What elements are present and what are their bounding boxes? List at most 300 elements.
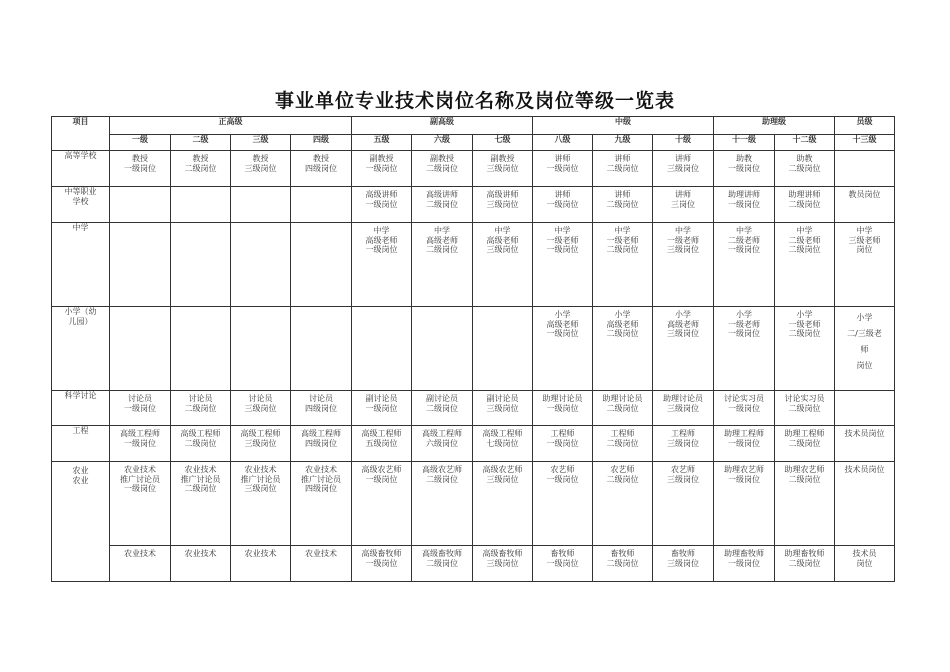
cell-text: 农艺师 xyxy=(550,465,575,474)
cell-text: 一级岗位 xyxy=(365,474,398,484)
table-cell xyxy=(352,462,412,546)
cell-text: 高级工程师 xyxy=(301,429,341,438)
cell-text: 农业技术 xyxy=(184,465,217,474)
cell-text: 三级岗位 xyxy=(667,403,699,413)
cell-text: 高级工程师 xyxy=(361,429,402,438)
cell-text: 一级岗位 xyxy=(728,474,760,484)
cell-text: 三级岗位 xyxy=(244,403,277,413)
level-header: 十一级 xyxy=(714,135,775,151)
cell-text: 高级老师 xyxy=(667,319,699,329)
cell-text: 六级岗位 xyxy=(426,438,458,448)
table-cell xyxy=(714,546,775,582)
table-cell xyxy=(291,307,352,391)
table-cell xyxy=(593,151,653,187)
cell-text: 讲师 xyxy=(614,154,631,163)
cell-text: 一级岗位 xyxy=(546,199,579,209)
table-cell xyxy=(473,546,533,582)
cell-text: 教授 xyxy=(313,154,329,163)
table-cell xyxy=(171,223,231,307)
cell-text: 高级老师 xyxy=(486,235,519,245)
table-cell xyxy=(110,462,171,546)
table-cell xyxy=(653,187,714,223)
cell-text: 二级岗位 xyxy=(606,163,639,173)
cell-text: 讨论员 xyxy=(248,394,273,403)
table-row xyxy=(52,187,895,223)
table-cell xyxy=(533,546,593,582)
group-header-assistant: 助理级 xyxy=(714,117,835,135)
cell-text: 高级讲师 xyxy=(426,190,458,199)
table-cell xyxy=(533,223,593,307)
table-cell xyxy=(775,546,835,582)
cell-text: 讨论员 xyxy=(309,394,333,403)
table-cell xyxy=(653,426,714,462)
cell-text: 讨论员 xyxy=(128,394,152,403)
table-cell xyxy=(533,462,593,546)
level-header: 十三级 xyxy=(835,135,895,151)
table-cell xyxy=(533,391,593,426)
cell-text: 中学 xyxy=(736,226,752,235)
table-cell xyxy=(171,187,231,223)
table-cell xyxy=(775,391,835,426)
cell-text: 助理畜牧师 xyxy=(724,549,764,558)
table-cell xyxy=(412,426,473,462)
table-cell xyxy=(412,151,473,187)
table-cell xyxy=(775,223,835,307)
cell-text: 一级岗位 xyxy=(546,163,579,173)
cell-text: 三级岗位 xyxy=(244,438,277,448)
cell-text: 五级岗位 xyxy=(365,438,398,448)
cell-text: 一级岗位 xyxy=(728,403,760,413)
cell-text: 高级工程师 xyxy=(482,429,523,438)
cell-text: 讨论实习员 xyxy=(784,394,825,403)
cell-text: 高级讲师 xyxy=(486,190,519,199)
table-cell xyxy=(171,391,231,426)
cell-text: 讲师 xyxy=(554,190,571,199)
table-cell xyxy=(593,426,653,462)
group-header-staff: 员级 xyxy=(835,117,895,135)
table-cell xyxy=(593,187,653,223)
cell-text: 中学 xyxy=(554,226,571,235)
cell-text: 一级岗位 xyxy=(546,245,579,255)
cell-text: 推广讨论员 xyxy=(240,474,281,484)
table-cell xyxy=(653,391,714,426)
table-cell xyxy=(533,307,593,391)
cell-text: 农艺师 xyxy=(671,465,695,474)
row-label-line: 中等职业 xyxy=(64,187,97,196)
table-cell xyxy=(110,307,171,391)
cell-text: 教授 xyxy=(132,154,148,163)
cell-text: 副讨论员 xyxy=(426,394,458,403)
table-row xyxy=(52,546,895,582)
cell-text: 高级畜牧师 xyxy=(422,549,462,558)
cell-text: 三级岗位 xyxy=(667,163,699,173)
cell-text: 二级岗位 xyxy=(184,163,217,173)
cell-text: 四级岗位 xyxy=(305,484,337,494)
cell-text: 三级岗位 xyxy=(486,245,519,255)
cell-text: 农业技术 xyxy=(124,465,156,474)
cell-text: 农业技术 xyxy=(244,465,277,474)
table-cell xyxy=(110,187,171,223)
cell-text: 畜牧师 xyxy=(671,549,695,558)
table-cell xyxy=(412,546,473,582)
cell-text: 四级岗位 xyxy=(305,438,337,448)
cell-text: 中学 xyxy=(614,226,631,235)
cell-text: 讲师 xyxy=(554,154,571,163)
cell-text: 农业技术 xyxy=(305,465,337,474)
table-cell xyxy=(171,307,231,391)
table-cell xyxy=(352,391,412,426)
table-cell xyxy=(714,187,775,223)
group-header-senior: 正高级 xyxy=(110,117,352,135)
cell-text: 助理讨论员 xyxy=(663,394,703,403)
cell-text: 高级老师 xyxy=(606,319,639,329)
table-cell xyxy=(412,391,473,426)
cell-text: 三级岗位 xyxy=(667,558,699,568)
cell-text: 高级农艺师 xyxy=(361,465,402,474)
table-cell xyxy=(291,426,352,462)
cell-text: 一级老师 xyxy=(546,235,579,245)
cell-text: 农业技术 xyxy=(305,549,337,558)
cell-text: 副讨论员 xyxy=(365,394,398,403)
cell-text: 讨论实习员 xyxy=(724,394,764,403)
cell-text: 高级农艺师 xyxy=(482,465,523,474)
level-header: 一级 xyxy=(110,135,171,151)
cell-text: 二级岗位 xyxy=(606,438,639,448)
cell-text: 二级岗位 xyxy=(426,199,458,209)
table-cell xyxy=(352,151,412,187)
cell-text: 一级岗位 xyxy=(365,199,398,209)
cell-text: 二级岗位 xyxy=(426,163,458,173)
cell-text: 二级岗位 xyxy=(606,199,639,209)
table-row xyxy=(52,462,895,546)
cell-text: 三级岗位 xyxy=(667,245,699,255)
cell-text: 助教 xyxy=(796,154,813,163)
table-cell xyxy=(231,391,291,426)
cell-text: 三级岗位 xyxy=(486,199,519,209)
cell-text: 助理讲师 xyxy=(728,190,760,199)
item-header: 项目 xyxy=(52,117,110,151)
cell-text: 一级老师 xyxy=(606,235,639,245)
cell-text: 一级岗位 xyxy=(124,438,156,448)
cell-text: 一级岗位 xyxy=(365,163,398,173)
table-cell xyxy=(473,426,533,462)
table-cell xyxy=(110,426,171,462)
table-cell xyxy=(775,426,835,462)
table-cell xyxy=(775,462,835,546)
cell-text: 推广讨论员 xyxy=(180,474,221,484)
cell-text: 助理工程师 xyxy=(724,429,764,438)
cell-text: 高级工程师 xyxy=(180,429,221,438)
table-cell xyxy=(171,426,231,462)
row-label-line: 儿园） xyxy=(68,316,93,326)
table-cell xyxy=(291,462,352,546)
table-cell xyxy=(653,223,714,307)
cell-text: 二级岗位 xyxy=(788,199,821,209)
cell-text: 三级岗位 xyxy=(667,329,699,339)
level-header: 四级 xyxy=(291,135,352,151)
row-label: 中学 xyxy=(52,223,110,307)
cell-text: 二级岗位 xyxy=(788,558,821,568)
table-cell xyxy=(473,462,533,546)
table-cell xyxy=(171,462,231,546)
table-cell xyxy=(231,151,291,187)
cell-text: 七级岗位 xyxy=(486,438,519,448)
cell-text: 小学 xyxy=(736,310,752,319)
cell-text: 高级畜牧师 xyxy=(482,549,523,558)
cell-text: 三级岗位 xyxy=(486,474,519,484)
cell-text: 三级岗位 xyxy=(486,163,519,173)
table-cell xyxy=(714,151,775,187)
cell-text: 一级岗位 xyxy=(546,329,579,339)
table-cell xyxy=(231,223,291,307)
cell-text: 技术员岗位 xyxy=(844,465,885,474)
cell-text: 一级岗位 xyxy=(546,474,579,484)
cell-text: 农艺师 xyxy=(610,465,635,474)
cell-text: 高级工程师 xyxy=(240,429,281,438)
table-cell xyxy=(110,223,171,307)
cell-text: 二级岗位 xyxy=(426,245,458,255)
cell-text: 高级畜牧师 xyxy=(361,549,402,558)
table-cell xyxy=(291,391,352,426)
cell-text: 二级岗位 xyxy=(606,245,639,255)
cell-text: 三级岗位 xyxy=(244,163,277,173)
cell-text: 二级岗位 xyxy=(788,329,821,339)
cell-text: 岗位 xyxy=(856,245,873,255)
cell-text: 中学 xyxy=(796,226,813,235)
cell-text: 小学 xyxy=(796,310,813,319)
cell-text: 畜牧师 xyxy=(610,549,635,558)
table-cell xyxy=(653,462,714,546)
table-row xyxy=(52,307,895,391)
row-label-line: 农业 xyxy=(72,466,89,475)
table-cell xyxy=(653,151,714,187)
cell-text: 教授 xyxy=(192,154,209,163)
header-level-row xyxy=(52,135,895,151)
cell-text: 一级岗位 xyxy=(728,199,760,209)
table-cell xyxy=(593,307,653,391)
table-row xyxy=(52,391,895,426)
cell-text: 岗位 xyxy=(856,558,873,568)
cell-text: 三级岗位 xyxy=(486,558,519,568)
cell-text: 二级岗位 xyxy=(788,438,821,448)
cell-text: 讲师 xyxy=(675,190,691,199)
cell-text: 高级工程师 xyxy=(120,429,160,438)
cell-text: 农业技术 xyxy=(184,549,217,558)
cell-text: 三岗位 xyxy=(671,199,695,209)
table-cell xyxy=(412,223,473,307)
cell-text: 一级岗位 xyxy=(546,558,579,568)
table-cell xyxy=(352,223,412,307)
cell-text: 推广讨论员 xyxy=(120,474,160,484)
level-header: 六级 xyxy=(412,135,473,151)
cell-text: 一级岗位 xyxy=(728,163,760,173)
level-header: 十二级 xyxy=(775,135,835,151)
table-cell xyxy=(653,307,714,391)
table-cell xyxy=(291,223,352,307)
table-cell xyxy=(714,426,775,462)
row-label xyxy=(52,462,110,582)
cell-text: 一级岗位 xyxy=(546,438,579,448)
table-cell xyxy=(110,151,171,187)
cell-text: 中学 xyxy=(434,226,450,235)
table-cell xyxy=(835,546,895,582)
cell-text: 高级老师 xyxy=(426,235,458,245)
cell-text: 中学 xyxy=(675,226,691,235)
cell-text: 二级岗位 xyxy=(606,403,639,413)
cell-text: 技术员 xyxy=(852,549,877,558)
cell-text: 二级老师 xyxy=(728,235,760,245)
table-cell xyxy=(291,151,352,187)
table-cell xyxy=(110,546,171,582)
table-cell xyxy=(835,391,895,426)
cell-text: 三级岗位 xyxy=(486,403,519,413)
cell-text: 一级岗位 xyxy=(728,329,760,339)
table-cell xyxy=(231,462,291,546)
table-cell xyxy=(714,391,775,426)
level-header: 五级 xyxy=(352,135,412,151)
table-cell xyxy=(593,223,653,307)
table-cell xyxy=(473,187,533,223)
row-label-line: 学校 xyxy=(72,196,89,206)
cell-text: 助理讨论员 xyxy=(542,394,583,403)
table-cell xyxy=(352,307,412,391)
level-header: 七级 xyxy=(473,135,533,151)
cell-text: 二/三级老 xyxy=(847,329,882,338)
cell-text: 一级岗位 xyxy=(124,163,156,173)
table-cell xyxy=(473,151,533,187)
cell-text: 岗位 xyxy=(856,361,873,370)
cell-text: 三级岗位 xyxy=(244,484,277,494)
level-header: 二级 xyxy=(171,135,231,151)
row-label: 高等学校 xyxy=(52,151,110,187)
row-label xyxy=(52,187,110,223)
cell-text: 讨论员 xyxy=(188,394,213,403)
cell-text: 工程师 xyxy=(671,429,695,438)
cell-text: 小学 xyxy=(675,310,691,319)
cell-text: 副教授 xyxy=(430,154,454,163)
cell-text: 四级岗位 xyxy=(305,163,337,173)
cell-text: 二级岗位 xyxy=(426,403,458,413)
table-cell xyxy=(412,187,473,223)
table-cell xyxy=(835,307,895,391)
group-header-associate-senior: 副高级 xyxy=(352,117,533,135)
row-label: 工程 xyxy=(52,426,110,462)
cell-text: 助理畜牧师 xyxy=(784,549,825,558)
table-cell xyxy=(835,426,895,462)
cell-text: 中学 xyxy=(494,226,511,235)
table-cell xyxy=(775,307,835,391)
cell-text: 技术员岗位 xyxy=(844,429,885,438)
cell-text: 高级农艺师 xyxy=(422,465,462,474)
table-cell xyxy=(533,426,593,462)
cell-text: 工程师 xyxy=(550,429,575,438)
cell-text: 二级岗位 xyxy=(426,474,458,484)
level-header: 三级 xyxy=(231,135,291,151)
table-cell xyxy=(352,187,412,223)
cell-text: 二级岗位 xyxy=(606,474,639,484)
table-cell xyxy=(473,391,533,426)
table-cell xyxy=(473,307,533,391)
cell-text: 高级讲师 xyxy=(365,190,398,199)
table-cell xyxy=(231,187,291,223)
cell-text: 助理农艺师 xyxy=(784,465,825,474)
table-cell xyxy=(231,426,291,462)
cell-text: 小学 xyxy=(614,310,631,319)
cell-text: 农业技术 xyxy=(124,549,156,558)
table-cell xyxy=(171,546,231,582)
cell-text: 教员岗位 xyxy=(848,190,881,199)
cell-text: 二级老师 xyxy=(788,235,821,245)
table-cell xyxy=(714,223,775,307)
table-cell xyxy=(231,546,291,582)
table-row xyxy=(52,426,895,462)
cell-text: 一级岗位 xyxy=(728,558,760,568)
cell-text: 一级老师 xyxy=(788,319,821,329)
row-label-line: 小学（幼 xyxy=(64,307,97,316)
cell-text: 助教 xyxy=(736,154,752,163)
cell-text: 工程师 xyxy=(610,429,635,438)
cell-text: 助理工程师 xyxy=(784,429,825,438)
cell-text: 二级岗位 xyxy=(788,163,821,173)
cell-text: 一级岗位 xyxy=(124,403,156,413)
cell-text: 一级岗位 xyxy=(365,558,398,568)
cell-text: 一级岗位 xyxy=(365,403,398,413)
table-cell xyxy=(533,151,593,187)
table-cell xyxy=(835,151,895,187)
cell-text: 助理讨论员 xyxy=(602,394,643,403)
table-cell xyxy=(352,546,412,582)
table-cell xyxy=(291,546,352,582)
cell-text: 高级老师 xyxy=(365,235,398,245)
table-cell xyxy=(835,187,895,223)
table-cell xyxy=(412,462,473,546)
cell-text: 二级岗位 xyxy=(184,438,217,448)
table-row xyxy=(52,151,895,187)
level-header: 九级 xyxy=(593,135,653,151)
table-cell xyxy=(593,462,653,546)
table-cell xyxy=(110,391,171,426)
table-cell xyxy=(653,546,714,582)
table-cell xyxy=(835,462,895,546)
cell-text: 一级岗位 xyxy=(728,438,760,448)
cell-text: 一级岗位 xyxy=(546,403,579,413)
table-cell xyxy=(412,307,473,391)
page-title: 事业单位专业技术岗位名称及岗位等级一览表 xyxy=(274,90,675,112)
cell-text: 三级老师 xyxy=(848,235,881,245)
cell-text: 一级老师 xyxy=(667,235,699,245)
table-cell xyxy=(714,462,775,546)
cell-text: 教授 xyxy=(252,154,269,163)
cell-text: 高级工程师 xyxy=(422,429,462,438)
cell-text: 讲师 xyxy=(614,190,631,199)
position-grade-table xyxy=(51,116,895,582)
cell-text: 小学 xyxy=(856,313,873,322)
table-cell xyxy=(714,307,775,391)
cell-text: 一级岗位 xyxy=(124,484,156,494)
row-label-line: 农业 xyxy=(72,475,89,485)
table-cell xyxy=(593,546,653,582)
cell-text: 副讨论员 xyxy=(486,394,519,403)
cell-text: 一级岗位 xyxy=(365,245,398,255)
level-header: 八级 xyxy=(533,135,593,151)
table-cell xyxy=(835,223,895,307)
cell-text: 一级岗位 xyxy=(728,245,760,255)
cell-text: 副教授 xyxy=(369,154,394,163)
cell-text: 一级老师 xyxy=(728,319,760,329)
cell-text: 二级岗位 xyxy=(184,403,217,413)
table-row xyxy=(52,223,895,307)
cell-text: 二级岗位 xyxy=(426,558,458,568)
